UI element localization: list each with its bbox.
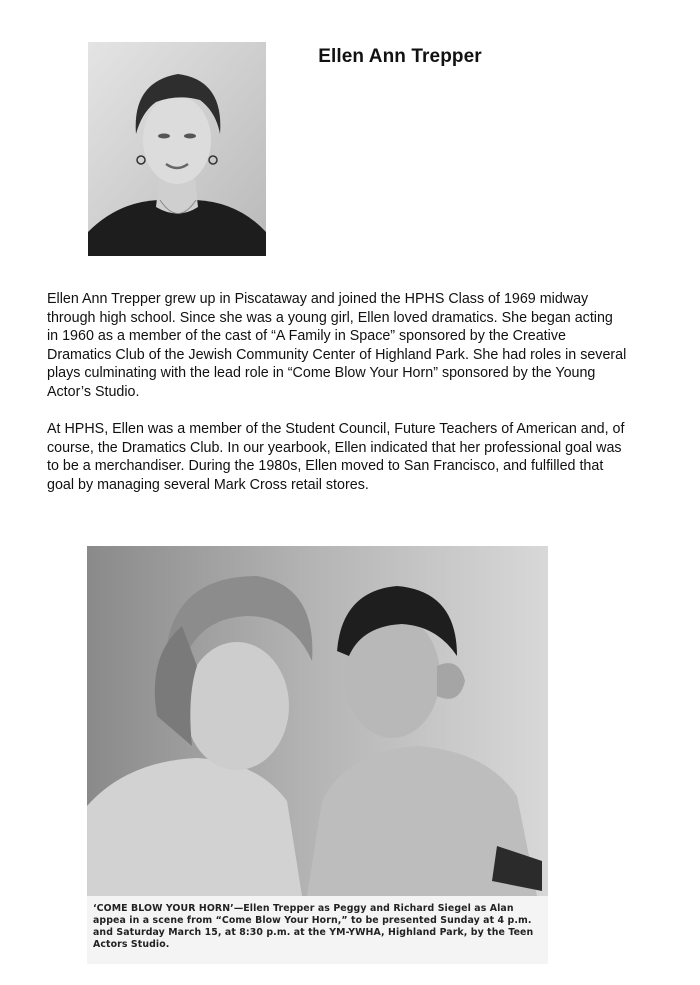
page-title: Ellen Ann Trepper bbox=[318, 46, 482, 67]
clipping-caption: ‘COME BLOW YOUR HORN’—Ellen Trepper as Peggy and Richard Siegel as Alan appea in a scene from “Come Blow Your Horn,” to be presented Sunday at 4 p.m. and Saturday March 15, at 8:30 p.m. at the YM-YWHA, Highland Park, by the Teen Actors Studio. bbox=[93, 903, 534, 950]
biography-paragraph-1: Ellen Ann Trepper grew up in Piscataway and joined the HPHS Class of 1969 midway through high school. Since she was a young girl, Ellen loved dramatics. She began acting in 1960 as a member of the cast of “A Family in Space” sponsored by the Creative Dramatics Club of the Jewish Community Center of Highland Park. She had roles in several plays culminating with the lead role in “Come Blow Your Horn” sponsored by the Young Actor’s Studio. bbox=[47, 291, 627, 400]
portrait-image bbox=[88, 42, 266, 256]
biography-paragraph-2: At HPHS, Ellen was a member of the Student Council, Future Teachers of American and, of course, the Dramatics Club. In our yearbook, Ellen indicated that her professional goal was to be a merchandiser. During the 1980s, Ellen moved to San Francisco, and fulfilled that goal by managing several Mark Cross retail stores. bbox=[47, 421, 625, 493]
clipping-photo bbox=[87, 546, 548, 896]
yearbook-portrait-photo bbox=[88, 42, 266, 256]
newspaper-clipping bbox=[87, 546, 548, 964]
